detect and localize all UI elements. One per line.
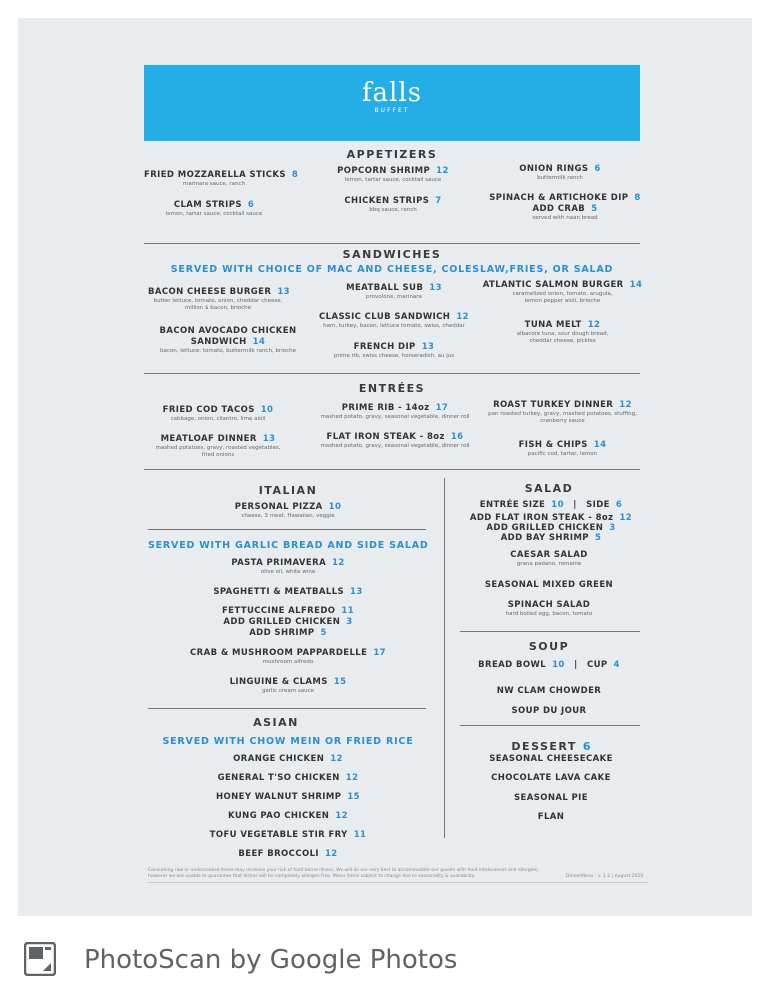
menu-item: MEATLOAF DINNER 13 mashed potatoes, gravy, roasted vegetables, fried onions bbox=[155, 434, 281, 458]
sandwiches-subtitle: SERVED WITH CHOICE OF MAC AND CHEESE, COLESLAW,FRIES, OR SALAD bbox=[170, 264, 614, 275]
menu-page bbox=[18, 18, 752, 916]
menu-item: SPINACH & ARTICHOKE DIP 8 ADD CRAB 5 served with naan bread bbox=[489, 193, 641, 221]
menu-item: FISH & CHIPS 14 pacific cod, tartar, lemon bbox=[518, 440, 607, 457]
appetizers-heading: APPETIZERS bbox=[346, 148, 438, 161]
menu-item: CAESAR SALAD grana padano, romaine bbox=[510, 550, 588, 567]
menu-item: GENERAL T'SO CHICKEN 12 bbox=[217, 773, 359, 783]
dessert-heading: DESSERT 6 bbox=[511, 740, 591, 753]
menu-item: ONION RINGS 6 buttermilk ranch bbox=[519, 164, 601, 181]
photo-scan-icon bbox=[24, 942, 56, 976]
divider bbox=[148, 708, 426, 709]
logo-main-text: falls bbox=[361, 78, 423, 108]
italian-heading: ITALIAN bbox=[258, 484, 318, 497]
falls-buffet-logo bbox=[144, 79, 640, 115]
menu-item: FRIED MOZZARELLA STICKS 8 marinara sauce, ranch bbox=[144, 170, 299, 187]
menu-item: FRENCH DIP 13 prime rib, swiss cheese, horseradish, au jus bbox=[333, 342, 455, 359]
menu-item: SOUP DU JOUR bbox=[511, 706, 587, 716]
menu-item: BEEF BROCCOLI 12 bbox=[238, 849, 338, 859]
asian-heading: ASIAN bbox=[253, 716, 299, 729]
menu-item: MEATBALL SUB 13 provolone, marinara bbox=[346, 283, 442, 300]
menu-item: NW CLAM CHOWDER bbox=[496, 686, 602, 696]
menu-version: DinnerMenu - v. 1.2 | August 2020 bbox=[566, 874, 644, 879]
menu-item: ROAST TURKEY DINNER 12 pan roasted turkey, gravy, mashed potatoes, stuffing, cranberry sauce bbox=[488, 400, 637, 424]
menu-banner bbox=[144, 65, 640, 141]
divider bbox=[144, 243, 640, 244]
divider bbox=[144, 373, 640, 374]
scanned-photo bbox=[18, 18, 752, 916]
divider bbox=[148, 529, 426, 530]
menu-item: FLAN bbox=[537, 812, 565, 822]
menu-item: CHICKEN STRIPS 7 bbq sauce, ranch bbox=[344, 196, 442, 213]
menu-item: BACON AVOCADO CHICKEN SANDWICH 14 bacon, lettuce, tomato, buttermilk ranch, brioche bbox=[159, 326, 297, 354]
italian-subtitle: SERVED WITH GARLIC BREAD AND SIDE SALAD bbox=[148, 540, 429, 551]
menu-item: KUNG PAO CHICKEN 12 bbox=[228, 811, 348, 821]
photoscan-label: PhotoScan by Google Photos bbox=[84, 945, 458, 975]
fine-print: Consuming raw or undercooked items may increase your risk of food borne illness. We will do our very best to accommodate our guests with food intolerances and allergies; however we are unable to guarantee that dishes will be completely allergen free. Menu items subject to change due to seasonality & availability. bbox=[148, 868, 539, 879]
asian-subtitle: SERVED WITH CHOW MEIN OR FRIED RICE bbox=[162, 736, 414, 747]
menu-item: HONEY WALNUT SHRIMP 15 bbox=[215, 792, 360, 802]
menu-item: FRIED COD TACOS 10 cabbage, onion, cilantro, lime aioli bbox=[162, 405, 274, 422]
menu-item: POPCORN SHRIMP 12 lemon, tartar sauce, cocktail sauce bbox=[337, 166, 449, 183]
menu-item: SEASONAL PIE bbox=[514, 793, 588, 803]
menu-item: PRIME RIB - 14oz 17 mashed potato, gravy, seasonal vegetable, dinner roll bbox=[320, 403, 470, 420]
sandwiches-heading: SANDWICHES bbox=[342, 248, 442, 261]
salad-heading: SALAD bbox=[524, 482, 574, 495]
menu-item: TUNA MELT 12 albacore tuna, sour dough bread, cheddar cheese, pickles bbox=[516, 320, 609, 344]
menu-item: LINGUINE & CLAMS 15 garlic cream sauce bbox=[229, 677, 347, 694]
salad-size-line: ENTRÉE SIZE 10 | SIDE 6 bbox=[479, 500, 623, 510]
menu-item: SPINACH SALAD hard boiled egg, bacon, tomato bbox=[505, 600, 593, 617]
photoscan-footer bbox=[24, 938, 524, 978]
divider bbox=[144, 469, 640, 470]
menu-item: CLAM STRIPS 6 lemon, tartar sauce, cocktail sauce bbox=[165, 200, 263, 217]
logo-sub-text: BUFFET bbox=[374, 107, 410, 114]
soup-heading: SOUP bbox=[528, 640, 570, 653]
menu-item: PASTA PRIMAVERA 12 olive oil, white wine bbox=[231, 558, 345, 575]
menu-item: BACON CHEESE BURGER 13 butter lettuce, tomato, onion, cheddar cheese, million $ bacon, brioche bbox=[148, 287, 290, 311]
menu-item: TOFU VEGETABLE STIR FRY 11 bbox=[209, 830, 367, 840]
menu-item: CHOCOLATE LAVA CAKE bbox=[491, 773, 611, 783]
divider bbox=[460, 725, 640, 726]
soup-size-line: BREAD BOWL 10 | CUP 4 bbox=[478, 660, 620, 670]
salad-addons: ADD FLAT IRON STEAK - 8oz 12 ADD GRILLED CHICKEN 3 ADD BAY SHRIMP 5 bbox=[469, 513, 633, 543]
menu-item: SPAGHETTI & MEATBALLS 13 bbox=[213, 587, 363, 597]
menu-item: ATLANTIC SALMON BURGER 14 caramelized onion, tomato, arugula, lemon pepper aioli, brioche bbox=[482, 280, 643, 304]
divider bbox=[148, 882, 648, 883]
menu-item: CRAB & MUSHROOM PAPPARDELLE 17 mushroom alfredo bbox=[190, 648, 386, 665]
menu-item: SEASONAL CHEESECAKE bbox=[489, 754, 613, 764]
menu-item: FETTUCCINE ALFREDO 11 ADD GRILLED CHICKEN 3 ADD SHRIMP 5 bbox=[221, 606, 355, 638]
menu-item: CLASSIC CLUB SANDWICH 12 ham, turkey, bacon, lettuce tomato, swiss, cheddar bbox=[319, 312, 469, 329]
entrees-heading: ENTRÉES bbox=[358, 382, 426, 395]
menu-item: PERSONAL PIZZA 10 cheese, 3 meat, Hawaiian, veggie bbox=[234, 502, 342, 519]
menu-item: ORANGE CHICKEN 12 bbox=[233, 754, 343, 764]
menu-item: FLAT IRON STEAK - 8oz 16 mashed potato, gravy, seasonal vegetable, dinner roll bbox=[320, 432, 470, 449]
divider bbox=[460, 631, 640, 632]
column-divider bbox=[444, 478, 445, 838]
menu-item: SEASONAL MIXED GREEN bbox=[484, 580, 614, 590]
